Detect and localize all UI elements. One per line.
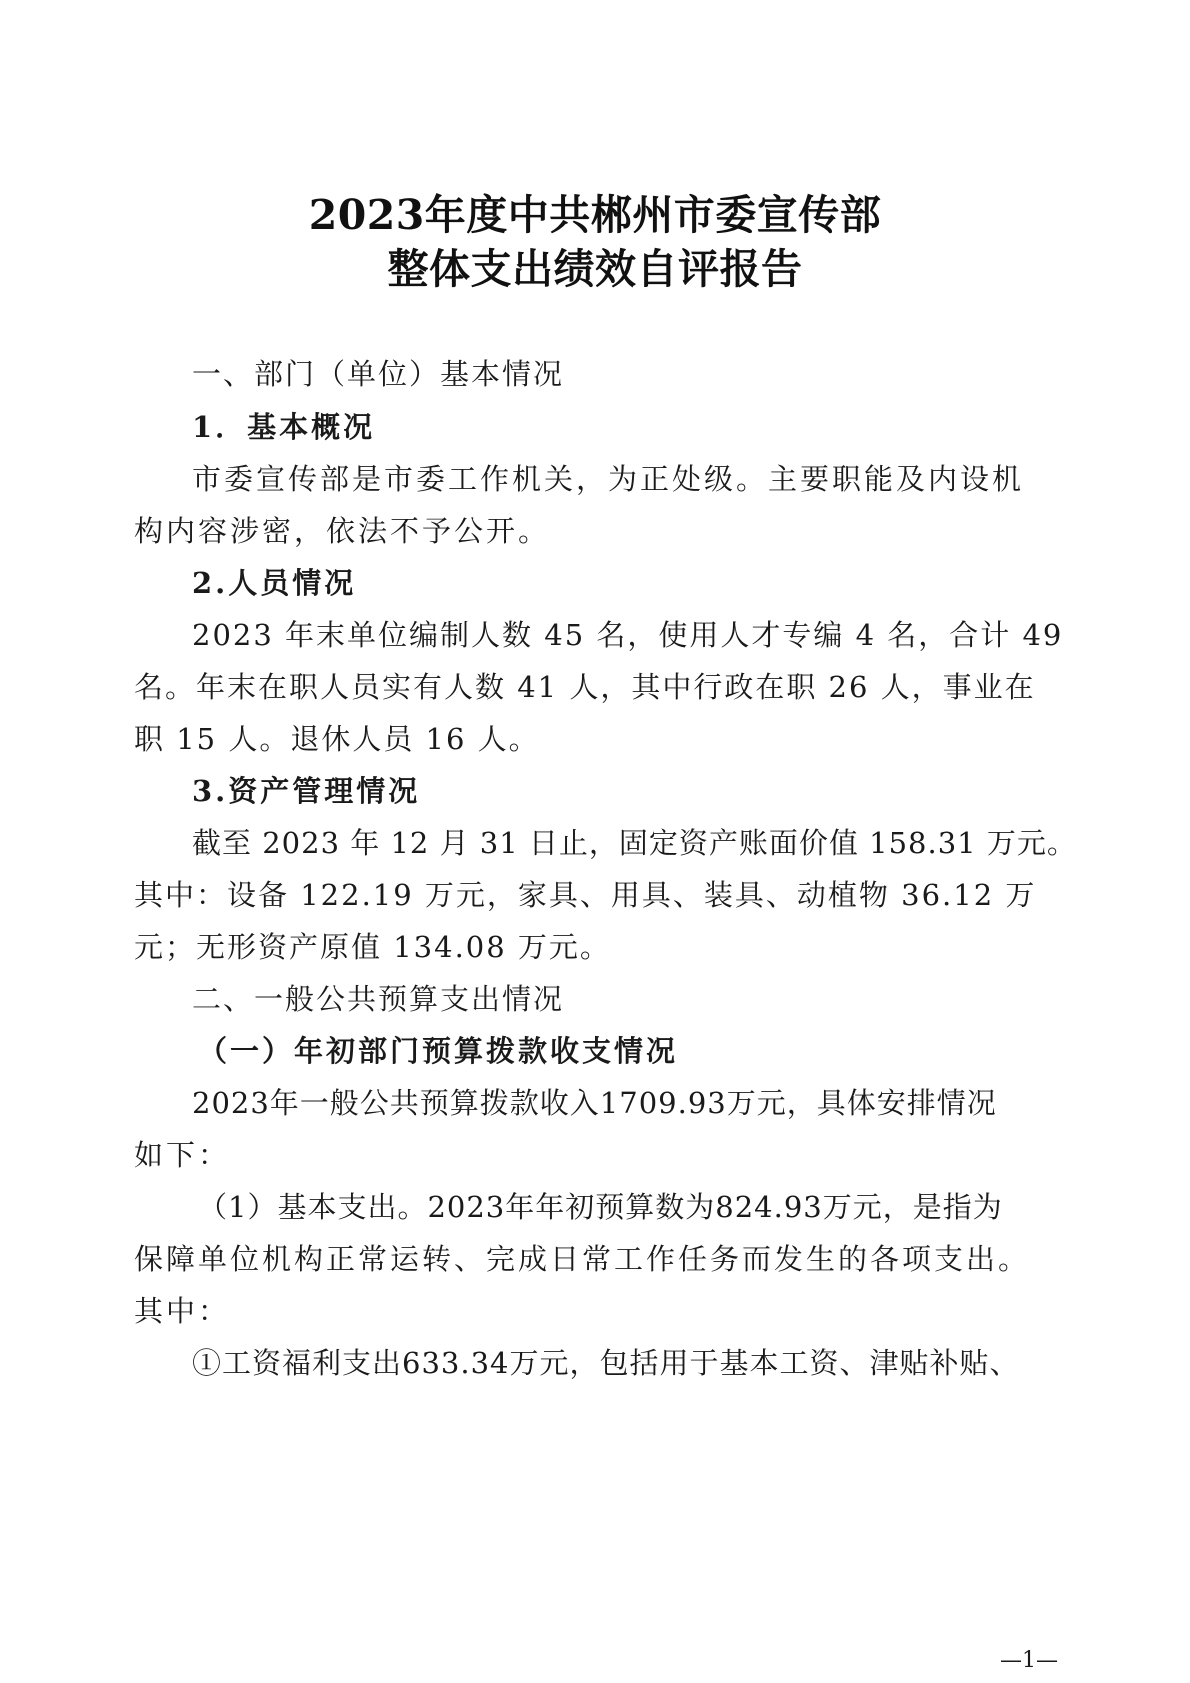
paragraph-line: 保障单位机构正常运转、完成日常工作任务而发生的各项支出。 bbox=[134, 1242, 1031, 1276]
section-heading-basic-info: 一、部门（单位）基本情况 bbox=[192, 357, 565, 391]
subheading-assets: 3.资产管理情况 bbox=[192, 774, 421, 808]
paragraph-line: 2023 年末单位编制人数 45 名，使用人才专编 4 名，合计 49 bbox=[192, 618, 1064, 652]
paragraph-line: 市委宣传部是市委工作机关，为正处级。主要职能及内设机 bbox=[192, 462, 1025, 496]
title-line-2: 整体支出绩效自评报告 bbox=[387, 245, 803, 293]
paragraph-line: 职 15 人。退休人员 16 人。 bbox=[134, 722, 540, 756]
page-number: —1— bbox=[1000, 1648, 1058, 1673]
paragraph-line: （1）基本支出。2023年年初预算数为824.93万元，是指为 bbox=[198, 1190, 1003, 1224]
paragraph-line: 构内容涉密，依法不予公开。 bbox=[134, 514, 551, 548]
paragraph-line: 截至 2023 年 12 月 31 日止，固定资产账面价值 158.31 万元。 bbox=[192, 826, 1077, 860]
paragraph-line: 2023年一般公共预算拨款收入1709.93万元，具体安排情况 bbox=[192, 1086, 997, 1120]
paragraph-line: 名。年末在职人员实有人数 41 人，其中行政在职 26 人，事业在 bbox=[134, 670, 1036, 704]
paragraph-line: 其中：设备 122.19 万元，家具、用具、装具、动植物 36.12 万 bbox=[134, 878, 1037, 912]
subheading-initial-budget: （一）年初部门预算拨款收支情况 bbox=[198, 1034, 679, 1068]
subheading-staff: 2.人员情况 bbox=[192, 566, 357, 600]
paragraph-line: 其中： bbox=[134, 1294, 231, 1328]
paragraph-line: ①工资福利支出633.34万元，包括用于基本工资、津贴补贴、 bbox=[192, 1346, 1020, 1380]
paragraph-line: 元；无形资产原值 134.08 万元。 bbox=[134, 930, 611, 964]
title-line-1: 2023年度中共郴州市委宣传部 bbox=[308, 191, 882, 239]
subheading-overview: 1．基本概况 bbox=[192, 410, 376, 444]
paragraph-line: 如下： bbox=[134, 1138, 231, 1172]
section-heading-budget: 二、一般公共预算支出情况 bbox=[192, 982, 565, 1016]
